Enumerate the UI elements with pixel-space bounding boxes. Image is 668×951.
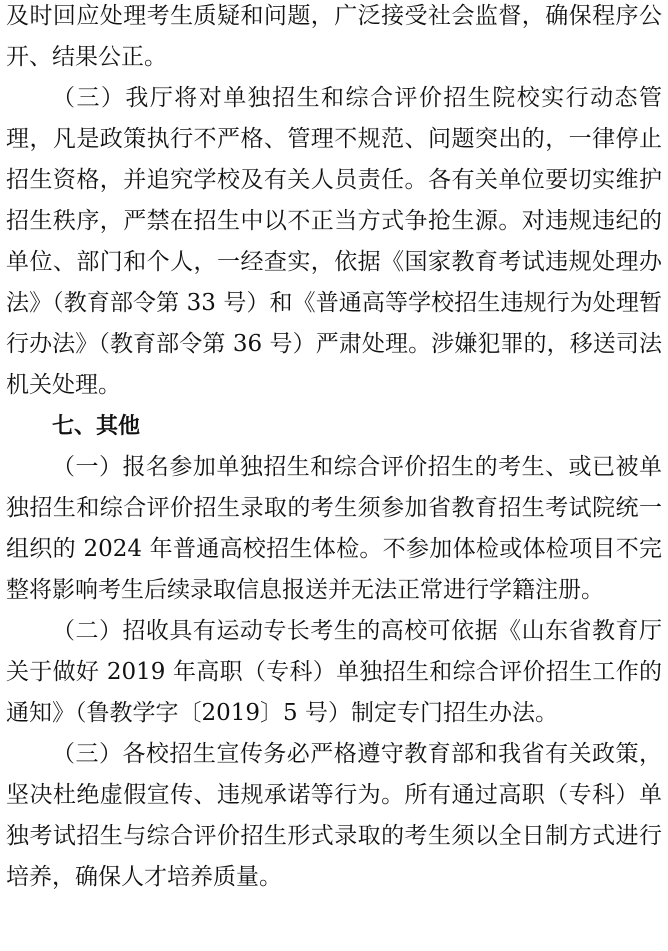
paragraph-physical-exam: （一）报名参加单独招生和综合评价招生的考生、或已被单独招生和综合评价招生录取的考生须参加省教育招生考试院统一组织的 2024 年普通高校招生体检。不参加体检或体检项目不完整将影响考生后续录取信息报送并无法正常进行学籍注册。 <box>6 454 662 603</box>
section-heading-other: 七、其他 <box>52 414 141 439</box>
paragraph-dynamic-management: （三）我厅将对单独招生和综合评价招生院校实行动态管理，凡是政策执行不严格、管理不规范、问题突出的，一律停止招生资格，并追究学校及有关人员责任。各有关单位要切实维护招生秩序，严禁在招生中以不正当方式争抢生源。对违规违纪的单位、部门和个人，一经查实，依据《国家教育考试违规处理办法》（教育部令第 33 号）和《普通高等学校招生违规行为处理暂行办法》（教育部令第 36 号）严肃处理。涉嫌犯罪的，移送司法机关处理。 <box>6 85 662 398</box>
paragraph-sports-talent: （二）招收具有运动专长考生的高校可依据《山东省教育厅关于做好 2019 年高职（专科）单独招生和综合评价招生工作的通知》（鲁教学字〔2019〕5 号）制定专门招生办法。 <box>6 618 662 726</box>
paragraph-publicity-rules: （三）各校招生宣传务必严格遵守教育部和我省有关政策，坚决杜绝虚假宣传、违规承诺等行为。所有通过高职（专科）单独考试招生与综合评价招生形式录取的考生须以全日制方式进行培养，确保人才培养质量。 <box>6 741 662 890</box>
paragraph-continuation: 及时回应处理考生质疑和问题，广泛接受社会监督，确保程序公开、结果公正。 <box>6 3 662 70</box>
document-page <box>6 0 662 898</box>
